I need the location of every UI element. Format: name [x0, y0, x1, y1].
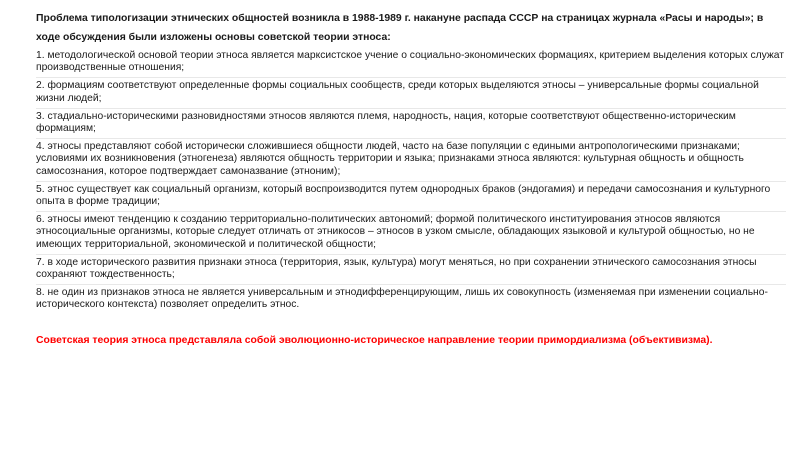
conclusion-text: Советская теория этноса представляла собой эволюционно-историческое направление теории примордиализма (объективизма).	[36, 334, 713, 346]
thesis-item-6: 6. этносы имеют тенденцию к созданию территориально-политических автономий; формой политического институирования этносов являются этносоциальные организмы, которые следует отличать от этникосов – этносов в узком смысле, обладающих языковой и культурой общностью, но не имеющих территориальной, экономической и политической общности;	[36, 212, 786, 255]
theses-list	[36, 48, 786, 315]
thesis-item-1: 1. методологической основой теории этноса является марксистское учение о социально-экономических формациях, критерием выделения которых служат производственные отношения;	[36, 48, 786, 78]
thesis-item-8: 8. не один из признаков этноса не является универсальным и этнодифференцирующим, лишь их совокупность (изменяемая при изменении социально-исторического контекста) позволяет определить этнос.	[36, 287, 768, 311]
slide-heading: Проблема типологизации этнических общностей возникла в 1988-1989 г. накануне распада СССР на страницах журнала «Расы и народы»; в ходе обсуждения были изложены основы советской теории этноса:	[36, 13, 764, 43]
thesis-item-4: 4. этносы представляют собой исторически сложившиеся общности людей, часто на базе популяции с едиными антропологическими признаками; условиями их возникновения (этногенеза) являются общность территории и языка; признаками этноса являются: культурная общность и общность самосознания, которое подтверждает самоназвание (этноним);	[36, 139, 786, 182]
thesis-item-3: 3. стадиально-историческими разновидностями этносов являются племя, народность, нация, которые соответствуют общественно-историческим формациям;	[36, 109, 786, 139]
thesis-item-2: 2. формациям соответствуют определенные формы социальных сообществ, среди которых выделяются этносы – универсальные формы социальной жизни людей;	[36, 78, 786, 108]
thesis-item-7: 7. в ходе исторического развития признаки этноса (территория, язык, культура) могут меняться, но при сохранении этнического самосознания этносы сохраняют тождественность;	[36, 255, 786, 285]
thesis-item-5: 5. этнос существует как социальный организм, который воспроизводится путем однородных браков (эндогамия) и передачи самосознания и культурного опыта в форме традиции;	[36, 182, 786, 212]
